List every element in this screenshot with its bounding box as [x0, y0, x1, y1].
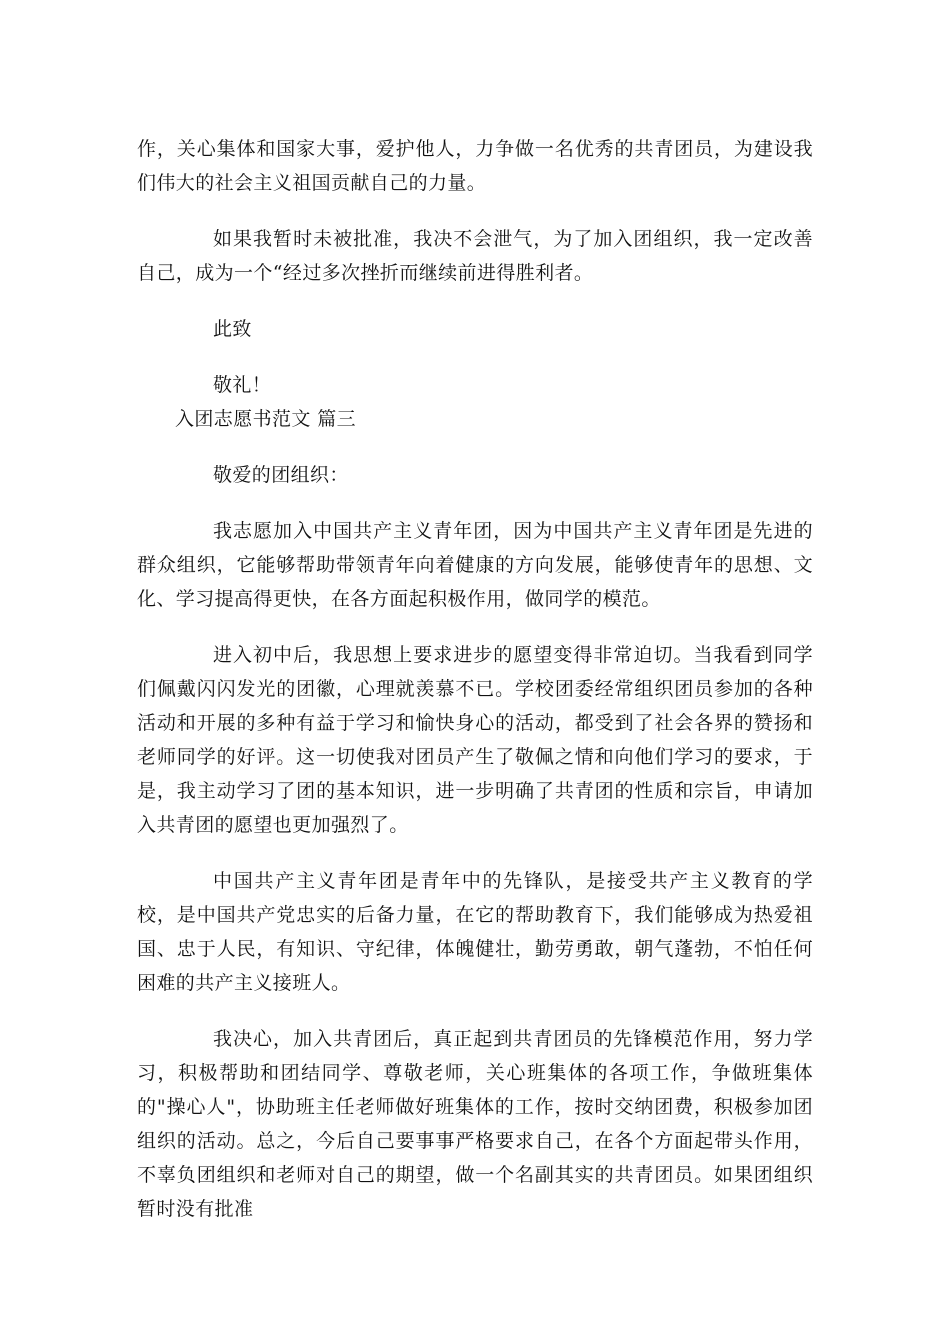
paragraph-intent: 我志愿加入中国共产主义青年团，因为中国共产主义青年团是先进的群众组织，它能够帮助带领青年向着健康的方向发展，能够使青年的思想、文化、学习提高得更快，在各方面起积极作用，做同学的模范。 [137, 520, 813, 610]
paragraph-continuation: 作，关心集体和国家大事，爱护他人，力争做一名优秀的共青团员，为建设我们伟大的社会主义祖国贡献自己的力量。 [137, 138, 813, 194]
paragraph-if-not-approved: 如果我暂时未被批准，我决不会泄气，为了加入团组织，我一定改善自己，成为一个“经过多次挫折而继续前进得胜利者。 [137, 228, 813, 284]
document-body [137, 132, 813, 1226]
closing-salutation: 此致 [213, 318, 252, 340]
paragraph-resolution: 我决心，加入共青团后，真正起到共青团员的先锋模范作用，努力学习，积极帮助和团结同学、尊敬老师，关心班集体的各项工作，争做班集体的"操心人"，协助班主任老师做好班集体的工作，按时交纳团费，积极参加团组织的活动。总之，今后自己要事事严格要求自己，在各个方面起带头作用，不辜负团组织和老师对自己的期望，做一个名副其实的共青团员。如果团组织暂时没有批准 [137, 1028, 813, 1220]
section-heading: 入团志愿书范文 篇三 [175, 408, 357, 430]
paragraph-league-role: 中国共产主义青年团是青年中的先锋队，是接受共产主义教育的学校，是中国共产党忠实的后备力量，在它的帮助教育下，我们能够成为热爱祖国、忠于人民，有知识、守纪律，体魄健壮，勤劳勇敢，朝气蓬勃，不怕任何困难的共产主义接班人。 [137, 870, 813, 994]
paragraph-motivation: 进入初中后，我思想上要求进步的愿望变得非常迫切。当我看到同学们佩戴闪闪发光的团徽，心理就羡慕不已。学校团委经常组织团员参加的各种活动和开展的多种有益于学习和愉快身心的活动，都受到了社会各界的赞扬和老师同学的好评。这一切使我对团员产生了敬佩之情和向他们学习的要求，于是，我主动学习了团的基本知识，进一步明确了共青团的性质和宗旨，申请加入共青团的愿望也更加强烈了。 [137, 644, 813, 836]
letter-greeting: 敬爱的团组织： [213, 464, 349, 486]
closing-respect: 敬礼！ [213, 374, 272, 396]
